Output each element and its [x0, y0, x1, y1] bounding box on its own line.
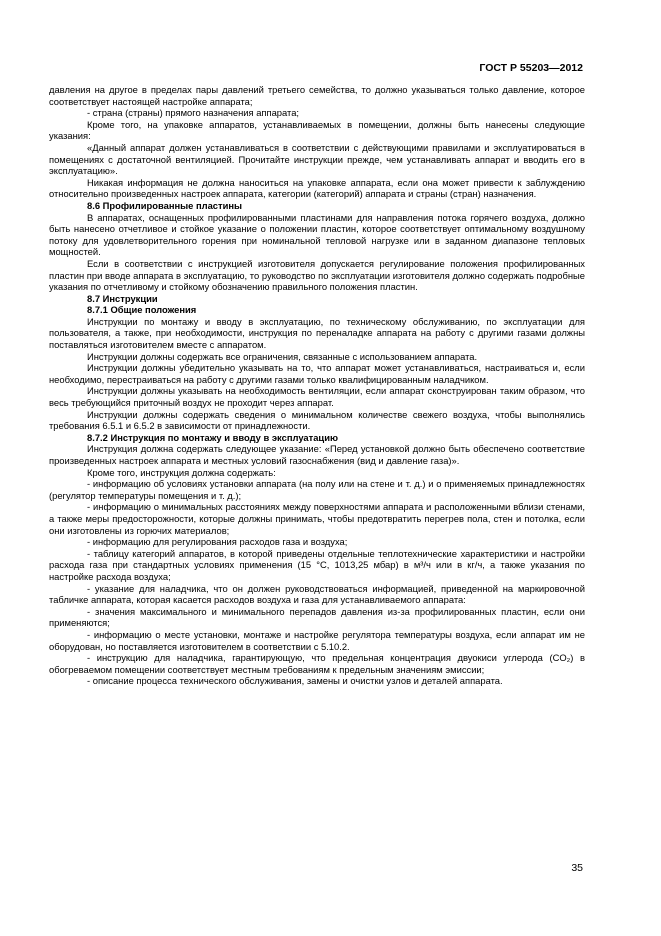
- list-item: - описание процесса технического обслуживания, замены и очистки узлов и деталей аппарата.: [87, 675, 503, 687]
- paragraph: Инструкции по монтажу и вводу в эксплуатацию, по техническому обслуживанию, по эксплуатации для пользователя, а также, при необходимости, инструкция по переналадке аппарата на работу с другими газами должны поставляться изготовителем вместе с аппаратом.: [49, 315, 585, 351]
- list-item: - страна (страны) прямого назначения аппарата;: [87, 107, 300, 119]
- paragraph: Инструкции должны содержать сведения о минимальном количестве свежего воздуха, чтобы выполнялись требования 6.5.1 и 6.5.2 в зависимости от принадлежности.: [49, 408, 585, 432]
- list-item: - информацию для регулирования расходов газа и воздуха;: [87, 536, 348, 548]
- paragraph: Кроме того, на упаковке аппаратов, устанавливаемых в помещении, должны быть нанесены следующие указания:: [49, 118, 585, 142]
- paragraph: Если в соответствии с инструкцией изготовителя допускается регулирование положения профилированных пластин при вводе аппарата в эксплуатацию, то руководство по эксплуатации изготовителя должно содержать подробные указания по отчетливому и стойкому обозначению правильного положения пластин.: [49, 257, 585, 293]
- page-header-title: ГОСТ Р 55203—2012: [479, 62, 583, 74]
- list-item: - инструкцию для наладчика, гарантирующую, что предельная концентрация двуокиси углерода (CO₂) в обогреваемом помещении соответствует местным требованиям к предельным значениям эмиссии;: [49, 652, 585, 675]
- paragraph: Инструкция должна содержать следующее указание: «Перед установкой должно быть обеспечено соответствие произведенных настроек аппарата и местных условий газоснабжения (вид и давление газа)».: [49, 443, 585, 466]
- paragraph: В аппаратах, оснащенных профилированными пластинами для направления потока горячего воздуха, должно быть нанесено отчетливое и стойкое указание о положении пластин, которое соответствует оптимальному воздушному потоку для удовлетворительного горения при номинальной тепловой нагрузке или в заданном диапазоне тепловых мощностей.: [49, 211, 585, 258]
- section-heading: 8.7 Инструкции: [87, 292, 158, 304]
- list-item: - значения максимального и минимального перепадов давления из-за профилированных пластин, если они применяются;: [49, 605, 585, 629]
- section-heading: 8.6 Профилированные пластины: [87, 199, 243, 211]
- paragraph: Никакая информация не должна наноситься на упаковке аппарата, если она может привести к заблуждению относительно произведенных настроек аппарата, категории (категорий) аппарата и страны (стран) назначения.: [49, 176, 585, 200]
- list-item: - указание для наладчика, что он должен руководствоваться информацией, приведенной на маркировочной табличке аппарата, которая касается расходов воздуха и газа для устанавливаемого аппарата:: [49, 582, 585, 606]
- list-item: - информацию о минимальных расстояниях между поверхностями аппарата и расположенными вблизи стенами, а также меры предосторожности, которые должны принимать, чтобы предотвратить перегрев пола, стен и потолка, если они изготовлены из горючих материалов;: [49, 501, 585, 536]
- paragraph: Инструкции должны содержать все ограничения, связанные с использованием аппарата.: [87, 350, 478, 362]
- section-heading: 8.7.2 Инструкция по монтажу и вводу в эксплуатацию: [87, 431, 338, 443]
- paragraph: давления на другое в пределах пары давлений третьего семейства, то должно указываться только давление, которое соответствует настоящей настройке аппарата;: [49, 84, 585, 107]
- page-number: 35: [571, 862, 583, 874]
- paragraph: Инструкции должны убедительно указывать на то, что аппарат может устанавливаться, настраиваться и, если необходимо, перестраиваться на работу с другими газами только квалифицированным наладчиком.: [49, 362, 585, 385]
- list-item: - таблицу категорий аппаратов, в которой приведены отдельные теплотехнические характеристики и настройки расхода газа при стандартных условиях применения (15 °С, 1013,25 мбар) в м³/ч или в кг/ч, а также указания по настройке расхода воздуха;: [49, 547, 585, 582]
- list-item: - информацию об условиях установки аппарата (на полу или на стене и т. д.) и о применяемых принадлежностях (регулятор температуры помещения и т. д.);: [49, 478, 585, 501]
- list-item: - информацию о месте установки, монтаже и настройке регулятора температуры воздуха, если аппарат им не оборудован, но поставляется изготовителем в соответствии с 5.10.2.: [49, 628, 585, 652]
- document-body: [49, 84, 585, 687]
- paragraph: Кроме того, инструкция должна содержать:: [87, 466, 276, 478]
- section-heading: 8.7.1 Общие положения: [87, 304, 197, 316]
- paragraph: «Данный аппарат должен устанавливаться в соответствии с действующими правилами и эксплуатироваться в помещениях с достаточной вентиляцией. Прочитайте инструкции прежде, чем устанавливать аппарат и вводить его в эксплуатацию».: [49, 141, 585, 177]
- paragraph: Инструкции должны указывать на необходимость вентиляции, если аппарат сконструирован таким образом, что весь требующийся приточный воздух не проходит через аппарат.: [49, 385, 585, 409]
